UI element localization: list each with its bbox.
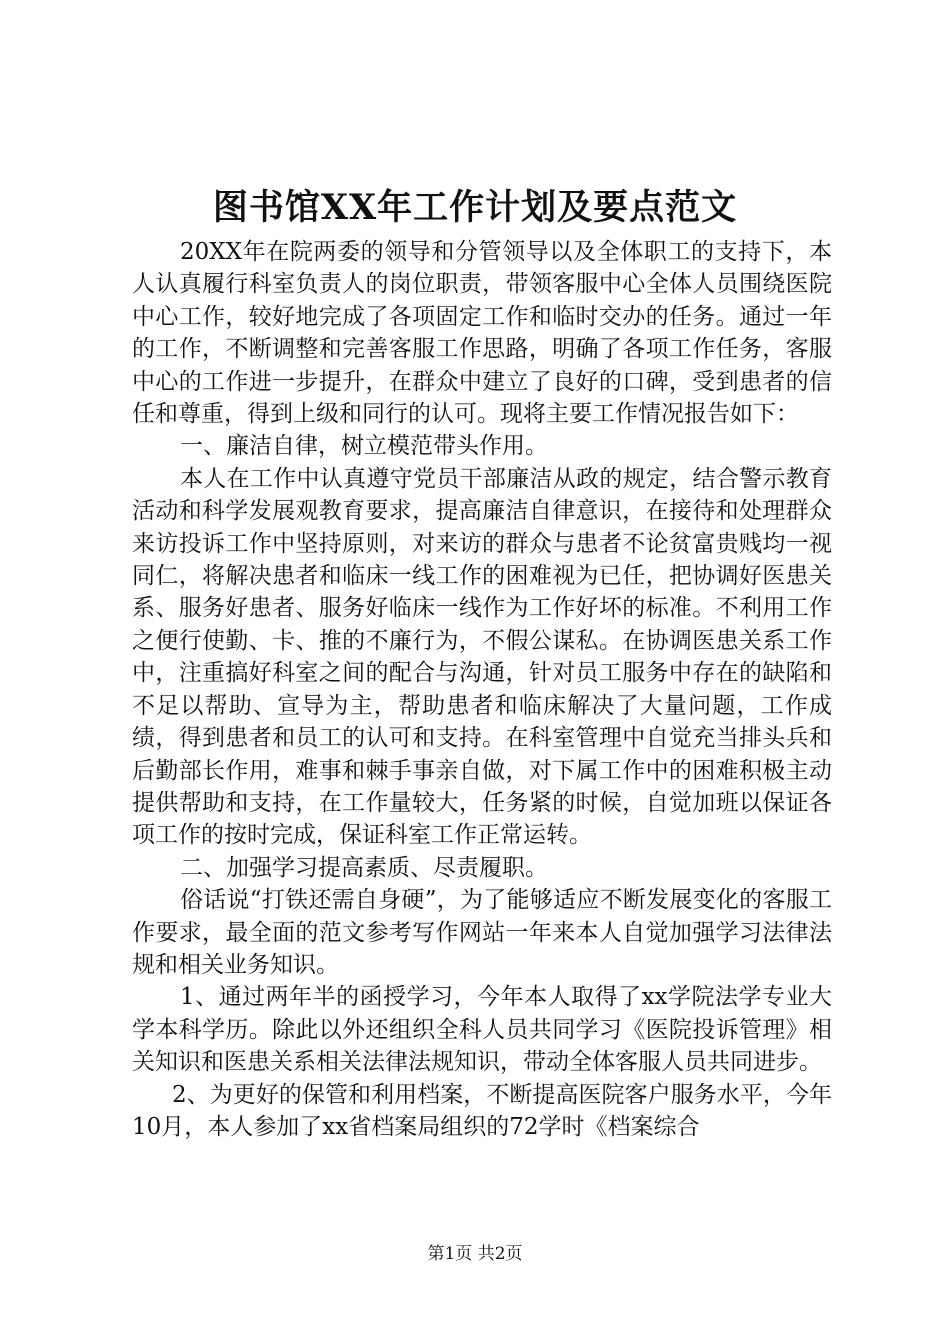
- document-body: [132, 236, 832, 1143]
- document-title: 图书馆XX年工作计划及要点范文: [212, 187, 738, 228]
- page-footer: 第1页 共2页: [427, 1244, 523, 1264]
- list-item-2: 2、为更好的保管和利用档案，不断提高医院客户服务水平，今年10月，本人参加了xx省档案局组织的72学时《档案综合: [132, 1081, 832, 1140]
- paragraph-section-2: 俗话说“打铁还需自身硬”，为了能够适应不断发展变化的客服工作要求，最全面的范文参考写作网站一年来本人自觉加强学习法律法规和相关业务知识。: [132, 887, 832, 978]
- paragraph-section-1: 本人在工作中认真遵守党员干部廉洁从政的规定，结合警示教育活动和科学发展观教育要求，提高廉洁自律意识，在接待和处理群众来访投诉工作中坚持原则，对来访的群众与患者不论贫富贵贱均一视同仁，将解决患者和临床一线工作的困难视为已任，把协调好医患关系、服务好患者、服务好临床一线作为工作好坏的标准。不利用工作之便行使勤、卡、推的不廉行为，不假公谋私。在协调医患关系工作中，注重搞好科室之间的配合与沟通，针对员工服务中存在的缺陷和不足以帮助、宣导为主，帮助患者和临床解决了大量问题，工作成绩，得到患者和员工的认可和支持。在科室管理中自觉充当排头兵和后勤部长作用，难事和棘手事亲自做，对下属工作中的困难积极主动提供帮助和支持，在工作量较大，任务紧的时候，自觉加班以保证各项工作的按时完成，保证科室工作正常运转。: [132, 465, 832, 849]
- list-item-1: 1、通过两年半的函授学习，今年本人取得了xx学院法学专业大学本科学历。除此以外还组织全科人员共同学习《医院投诉管理》相关知识和医患关系相关法律法规知识，带动全体客服人员共同进步。: [132, 984, 832, 1076]
- section-heading-1: 一、廉洁自律，树立模范带头作用。: [180, 433, 548, 460]
- paragraph-intro: 20XX年在院两委的领导和分管领导以及全体职工的支持下，本人认真履行科室负责人的岗位职责，带领客服中心全体人员围绕医院中心工作，较好地完成了各项固定工作和临时交办的任务。通过一年的工作，不断调整和完善客服工作思路，明确了各项工作任务，客服中心的工作进一步提升，在群众中建立了良好的口碑，受到患者的信任和尊重，得到上级和同行的认可。现将主要工作情况报告如下：: [132, 239, 832, 428]
- section-heading-2: 二、加强学习提高素质、尽责履职。: [180, 854, 548, 881]
